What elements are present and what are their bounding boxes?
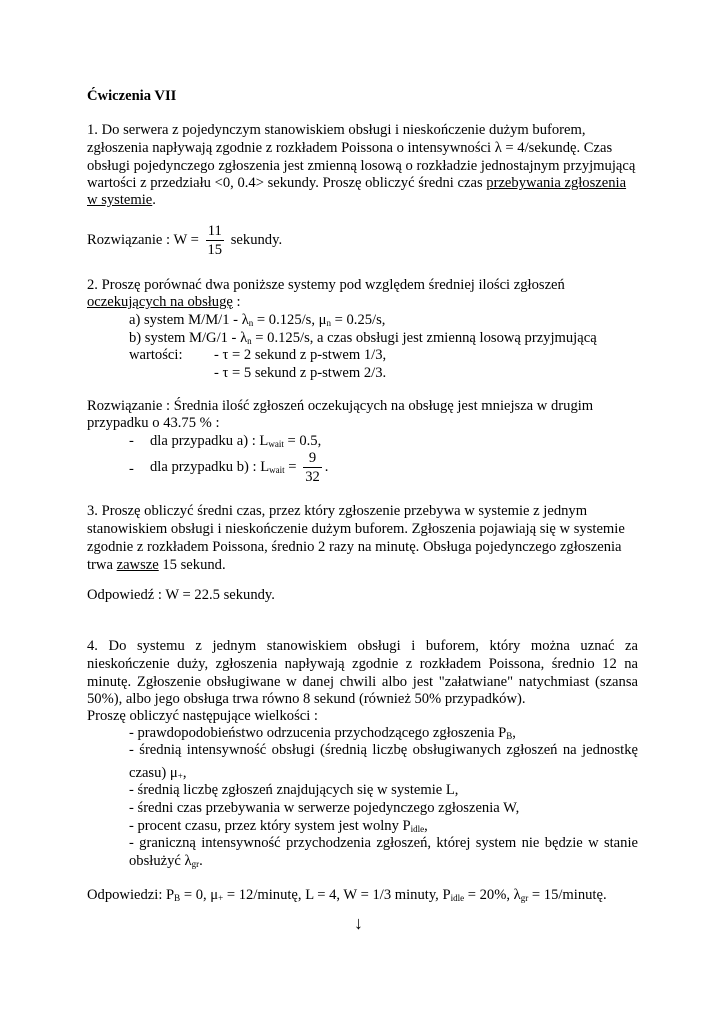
p1-line-2: zgłoszenia napływają zgodnie z rozkładem Poissona o intensywności λ = 4/sekundę. Czas: [87, 140, 613, 156]
p2-value-1: - τ = 2 sekund z p-stwem 1/3,: [214, 347, 387, 363]
down-arrow-icon: ↓: [354, 913, 363, 933]
p2-case-a: dla przypadku a) : $L_{wait} = 0.5$,: [150, 433, 322, 449]
p1-line-1: 1. Do serwera z pojedynczym stanowiskiem obsługi i nieskończenie dużym buforem,: [87, 122, 586, 138]
p4-item-6: - graniczną intensywność przychodzenia zgłoszeń, której system nie będzie w stanie: [129, 835, 638, 851]
p2-system-a: a) system $M/M/1 - \lambda_n = 0.125/s$, $\mu_n = 0.25/s$,: [129, 312, 386, 328]
p1-solution: Rozwiązanie : W = $\frac{11}{15}$ sekundy.: [87, 223, 283, 258]
p4-answers: Odpowiedzi: $P_B = 0$, $\mu_+$ = 12/minutę, L = 4, W = 1/3 minuty, $P_{idle} = 20\%$, $\lambda_{gr}$ = 15/minutę.: [87, 887, 607, 903]
p4-line-5: Proszę obliczyć następujące wielkości :: [87, 708, 318, 724]
p4-item-5: - procent czasu, przez który system jest wolny $P_{idle}$,: [129, 818, 428, 834]
p1-line-3: obsługi pojedynczego zgłoszenia jest zmienną losową o rozkładzie jednostajnym przyjmującą: [87, 158, 636, 174]
p4-line-3: minutę. Zgłoszenie obsługiwane w danej chwili albo jest "załatwiane" natychmiast (szansa: [87, 674, 638, 690]
p2-solution-2: przypadku o 43.75 % :: [87, 415, 220, 431]
p4-line-2: nieskończenie duży, zgłoszenia napływają zgodnie z rozkładem Poissona, średnio 12 na: [87, 656, 638, 672]
p1-line-4: wartości z przedziału <0, 0.4> sekundy. Proszę obliczyć średni czas przebywania zgłoszenia: [87, 175, 627, 191]
p4-line-1: 4. Do systemu z jednym stanowiskiem obsługi i buforem, który można uznać za: [87, 638, 638, 654]
p2-line-1: 2. Proszę porównać dwa poniższe systemy pod względem średniej ilości zgłoszeń: [87, 277, 565, 293]
p2-line-2: oczekujących na obsługę :: [87, 294, 241, 310]
p2-bullet-dash: -: [129, 461, 134, 477]
p4-item-1: - prawdopodobieństwo odrzucenia przychodzącego zgłoszenia $P_B$,: [129, 725, 516, 741]
p2-case-b: dla przypadku b) : $L_{wait}$ = $\frac{9}{32}$ .: [150, 450, 329, 485]
p4-line-4: 50%), albo jego obsługa trwa równo 8 sekund (również 50% przypadków).: [87, 691, 526, 707]
p4-item-6-cont: obsłużyć $\lambda_{gr}$.: [129, 853, 203, 869]
p2-system-b: b) system $M/G/1 - \lambda_n = 0.125/s$, a czas obsługi jest zmienną losową przyjmującą: [129, 330, 597, 346]
p3-line-1: 3. Proszę obliczyć średni czas, przez który zgłoszenie przebywa w systemie z jednym: [87, 503, 588, 519]
p2-solution-1: Rozwiązanie : Średnia ilość zgłoszeń oczekujących na obsługę jest mniejsza w drugim: [87, 398, 594, 414]
p4-item-2-cont: czasu) $\mu_+$,: [129, 765, 187, 781]
p1-line-5: w systemie.: [87, 192, 156, 208]
page-title: Ćwiczenia VII: [87, 88, 177, 104]
p4-item-4: - średni czas przebywania w serwerze pojedynczego zgłoszenia W,: [129, 800, 520, 816]
p3-answer: Odpowiedź : W = 22.5 sekundy.: [87, 587, 275, 603]
fraction: $\frac{9}{32}$: [305, 450, 320, 485]
fraction: $\frac{11}{15}$: [207, 223, 223, 258]
p2-values-label: wartości:: [129, 347, 183, 363]
p2-bullet-dash: -: [129, 433, 134, 449]
p4-item-3: - średnią liczbę zgłoszeń znajdujących się w systemie L,: [129, 782, 459, 798]
p2-value-2: - τ = 5 sekund z p-stwem 2/3.: [214, 365, 387, 381]
p3-line-4: trwa zawsze 15 sekund.: [87, 557, 226, 573]
p3-line-2: stanowiskiem obsługi i nieskończenie dużym buforem. Zgłoszenia pojawiają się w systemie: [87, 521, 625, 537]
p4-item-2: - średnią intensywność obsługi (średnią liczbę obsługiwanych zgłoszeń na jednostkę: [129, 742, 638, 758]
p3-line-3: zgodnie z rozkładem Poissona, średnio 2 razy na minutę. Obsługa pojedynczego zgłoszenia: [87, 539, 622, 555]
